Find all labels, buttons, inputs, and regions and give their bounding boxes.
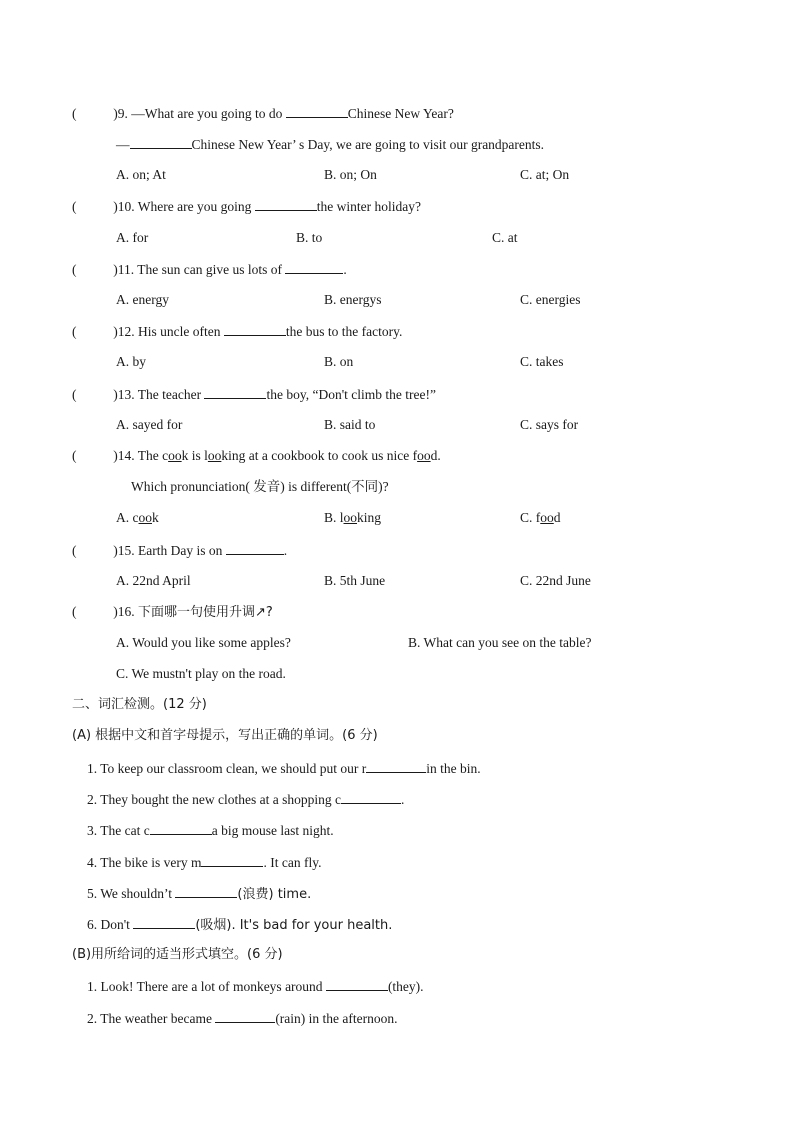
option-c[interactable]: C. food — [520, 510, 561, 525]
option-b[interactable]: B. on — [324, 354, 354, 369]
question-stem: . — [343, 262, 347, 277]
question-16 — [72, 603, 273, 622]
question-9-line2 — [116, 135, 544, 154]
answer-paren-open: ( — [72, 262, 77, 277]
part-b-item-2: 2. The weather became (rain) in the afternoon. — [87, 1011, 398, 1026]
option-b[interactable]: B. on; On — [324, 167, 377, 182]
option-c[interactable]: C. at; On — [520, 167, 570, 182]
question-stem: Chinese New Year? — [347, 106, 454, 121]
question-stem: the boy, “Don't climb the tree!” — [266, 387, 436, 402]
fill-blank[interactable] — [201, 853, 263, 867]
fill-blank[interactable] — [130, 135, 192, 149]
fill-blank[interactable] — [150, 821, 212, 835]
option-c[interactable]: C. takes — [520, 354, 564, 369]
option-a[interactable]: A. sayed for — [116, 417, 183, 432]
question-12 — [72, 322, 402, 341]
option-b[interactable]: B. looking — [324, 510, 382, 525]
question-number: 13. — [117, 387, 135, 402]
question-16-option-c-row — [116, 665, 286, 683]
option-a[interactable]: A. cook — [116, 510, 159, 525]
part-a-title: (A) 根据中文和首字母提示，写出正确的单词。(6 分) — [72, 728, 378, 743]
answer-paren-open: ( — [72, 543, 77, 558]
question-stem: His uncle often — [138, 324, 221, 339]
question-stem: 下面哪一句使用升调↗? — [138, 605, 273, 620]
part-b-item-1: 1. Look! There are a lot of monkeys around (they). — [87, 979, 424, 994]
fill-blank[interactable] — [366, 759, 426, 773]
option-a[interactable]: A. energy — [116, 292, 169, 307]
fill-blank[interactable] — [175, 884, 237, 898]
part-b-title: (B)用所给词的适当形式填空。(6 分) — [72, 947, 283, 962]
answer-paren-close: ) — [113, 199, 118, 214]
question-number: 15. — [117, 543, 135, 558]
question-number: 11. — [117, 262, 135, 277]
answer-paren-open: ( — [72, 604, 77, 619]
question-9 — [72, 104, 454, 123]
fill-blank[interactable] — [133, 915, 195, 929]
answer-paren-close: ) — [113, 387, 118, 402]
section-title: 二、词汇检测。(12 分) — [72, 697, 207, 712]
question-13 — [72, 385, 436, 404]
option-b[interactable]: B. 5th June — [324, 573, 386, 588]
option-b[interactable]: B. said to — [324, 417, 376, 432]
question-stem: the bus to the factory. — [285, 324, 403, 339]
question-14-line2 — [131, 478, 389, 496]
fill-blank[interactable] — [204, 385, 266, 399]
option-a[interactable]: A. for — [116, 230, 149, 245]
question-number: 9. — [117, 106, 128, 121]
fill-blank[interactable] — [286, 104, 348, 118]
answer-paren-open: ( — [72, 448, 77, 463]
option-b[interactable]: B. What can you see on the table? — [408, 635, 592, 650]
option-c[interactable]: C. at — [492, 230, 518, 245]
option-a[interactable]: A. 22nd April — [116, 573, 191, 588]
option-b[interactable]: B. to — [296, 230, 323, 245]
part-a-item-3: 3. The cat c a big mouse last night. — [87, 823, 334, 838]
question-stem: the winter holiday? — [316, 199, 421, 214]
fill-blank[interactable] — [341, 790, 401, 804]
part-a-item-6: 6. Don't (吸烟). It's bad for your health. — [87, 917, 393, 933]
option-a[interactable]: A. by — [116, 354, 146, 369]
fill-blank[interactable] — [285, 260, 343, 274]
answer-paren-close: ) — [113, 262, 118, 277]
question-stem: . — [283, 543, 288, 558]
answer-paren-close: ) — [113, 448, 118, 463]
question-14 — [72, 447, 441, 465]
question-stem: Earth Day is on — [138, 543, 223, 558]
option-c[interactable]: C. says for — [520, 417, 579, 432]
part-a-item-1: 1. To keep our classroom clean, we should put our r in the bin. — [87, 761, 481, 776]
question-stem: The teacher — [137, 387, 202, 402]
option-c[interactable]: C. energies — [520, 292, 581, 307]
answer-paren-open: ( — [72, 199, 77, 214]
answer-paren-close: ) — [113, 106, 118, 121]
question-stem: Which pronunciation( 发音) is different(不同)? — [131, 479, 389, 494]
fill-blank[interactable] — [326, 977, 388, 991]
question-number: 14. — [117, 448, 135, 463]
question-number: 16. — [117, 604, 135, 619]
question-stem: Where are you going — [137, 199, 252, 214]
option-c[interactable]: C. 22nd June — [520, 573, 591, 588]
question-11 — [72, 260, 347, 279]
fill-blank[interactable] — [255, 197, 317, 211]
option-a[interactable]: A. on; At — [116, 167, 166, 182]
option-a[interactable]: A. Would you like some apples? — [116, 635, 291, 650]
option-b[interactable]: B. energys — [324, 292, 382, 307]
question-stem: Chinese New Year’ s Day, we are going to visit our grandparents. — [191, 137, 545, 152]
answer-paren-open: ( — [72, 324, 77, 339]
part-a-item-5: 5. We shouldn’t (浪费) time. — [87, 886, 312, 902]
question-stem: The cook is looking at a cookbook to cook us nice food. — [137, 448, 441, 463]
dash: — — [116, 137, 130, 152]
part-a-item-2: 2. They bought the new clothes at a shopping c . — [87, 792, 405, 807]
option-c[interactable]: C. We mustn't play on the road. — [116, 666, 286, 681]
fill-blank[interactable] — [226, 541, 284, 555]
question-15 — [72, 541, 287, 560]
part-a-item-4: 4. The bike is very m . It can fly. — [87, 855, 322, 870]
question-stem: —What are you going to do — [131, 106, 283, 121]
answer-paren-close: ) — [113, 543, 118, 558]
fill-blank[interactable] — [215, 1009, 275, 1023]
answer-paren-open: ( — [72, 387, 77, 402]
question-number: 10. — [117, 199, 135, 214]
answer-paren-close: ) — [113, 324, 118, 339]
fill-blank[interactable] — [224, 322, 286, 336]
question-number: 12. — [117, 324, 135, 339]
answer-paren-close: ) — [113, 604, 118, 619]
question-stem: The sun can give us lots of — [137, 262, 282, 277]
question-10 — [72, 197, 421, 216]
answer-paren-open: ( — [72, 106, 77, 121]
